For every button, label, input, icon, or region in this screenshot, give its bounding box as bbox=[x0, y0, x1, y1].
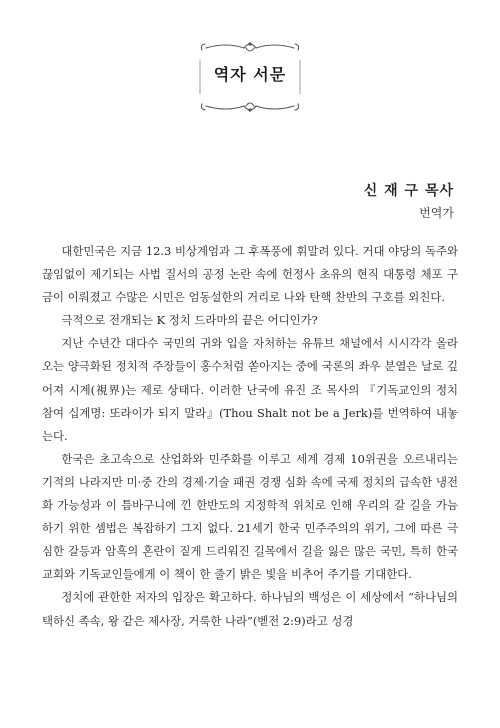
paragraph: 극적으로 전개되는 K 정치 드라마의 끝은 어디인가? bbox=[61, 313, 318, 328]
author-name: 신 재 구 목사 bbox=[363, 183, 454, 199]
paragraph: 지난 수년간 대다수 국민의 귀와 입을 자처하는 유튜브 채널에서 시시각각 올라오는 양극화된 정치적 주장들이 홍수처럼 쏟아지는 중에 국론의 좌우 분열은 날로 깊어져 시계(視界)는 제로 상태다. 이러한 난국에 유진 조 목사의 『기독교인의 정치 참여 십계명: 또라이가 되지 말라』(Thou Shalt not be a Jerk)를 번역하여 내놓는다. bbox=[42, 336, 458, 443]
paragraph: 정치에 관한한 저자의 입장은 확고하다. 하나님의 백성은 이 세상에서 “하나님의 택하신 족속, 왕 같은 제사장, 거룩한 나라”(벧전 2:9)라고 성경 bbox=[42, 590, 458, 628]
author-role: 번역가 bbox=[419, 206, 454, 220]
page-title: 역자 서문 bbox=[213, 65, 287, 84]
preface-body bbox=[42, 240, 458, 633]
paragraph: 대한민국은 지금 12.3 비상계엄과 그 후폭풍에 휘말려 있다. 거대 야당의 독주와 끊임없이 제기되는 사법 질서의 공정 논란 속에 헌정사 초유의 현직 대통령 체포 구금이 이뤄졌고 수많은 시민은 엄동설한의 거리로 나와 탄핵 찬반의 구호를 외친다. bbox=[42, 244, 458, 305]
paragraph: 한국은 초고속으로 산업화와 민주화를 이루고 세계 경제 10위권을 오르내리는 기적의 나라지만 미·중 간의 경제·기술 패권 경쟁 심화 속에 국제 정치의 급속한 냉전화 가능성과 이 틈바구니에 낀 한반도의 지정학적 위치로 인해 우리의 갈 길을 가늠하기 위한 셈법은 복잡하기 그지 없다. 21세기 한국 민주주의의 위기, 그에 따른 극심한 갈등과 암흑의 혼란이 짙게 드리워진 길목에서 길을 잃은 많은 국민, 특히 한국 교회와 기독교인들에게 이 책이 한 줄기 밝은 빛을 비추어 주기를 기대한다. bbox=[42, 451, 458, 582]
